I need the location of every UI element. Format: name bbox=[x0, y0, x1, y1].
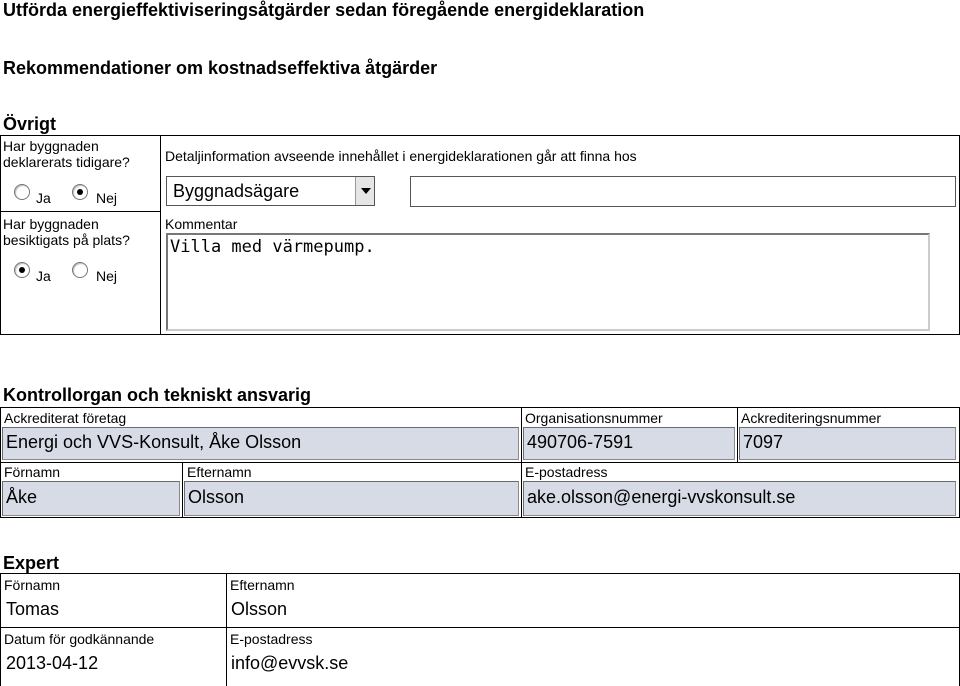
expert-lastname-value: Olsson bbox=[231, 599, 288, 619]
details-label: Detaljinformation avseende innehållet i energideklarationen går att finna hos bbox=[165, 148, 637, 164]
orgnr-value: 490706-7591 bbox=[527, 432, 634, 452]
comment-textarea[interactable]: Villa med värmepump. bbox=[166, 233, 930, 331]
question-inspected-on-site: Har byggnaden besiktigats på plats? bbox=[3, 216, 130, 248]
control-col-divider-1 bbox=[521, 407, 522, 518]
question-declared-before: Har byggnaden deklarerats tidigare? bbox=[3, 138, 130, 170]
radio-inspected-yes[interactable] bbox=[14, 262, 30, 278]
control-lastname-value: Olsson bbox=[188, 487, 245, 507]
expert-row-divider bbox=[0, 627, 960, 628]
expert-firstname-value: Tomas bbox=[6, 599, 60, 619]
approval-date-label: Datum för godkännande bbox=[4, 631, 155, 647]
radio-declared-no-label: Nej bbox=[96, 190, 118, 206]
control-col-divider-2 bbox=[737, 407, 738, 462]
heading-performed-measures: Utförda energieffektiviseringsåtgärder sedan föregående energideklaration bbox=[3, 0, 645, 20]
control-firstname-label: Förnamn bbox=[4, 464, 61, 480]
expert-section bbox=[0, 573, 960, 686]
approval-date-value: 2013-04-12 bbox=[6, 653, 99, 673]
details-select-value: Byggnadsägare bbox=[173, 181, 300, 201]
accreditation-number-value: 7097 bbox=[743, 432, 784, 452]
expert-col-divider bbox=[226, 573, 227, 686]
control-col-divider-3 bbox=[182, 462, 183, 518]
heading-recommendations: Rekommendationer om kostnadseffektiva åtgärder bbox=[3, 58, 438, 78]
radio-inspected-no[interactable] bbox=[72, 262, 88, 278]
control-firstname-value: Åke bbox=[6, 487, 38, 507]
control-row-divider bbox=[0, 462, 960, 463]
accreditation-number-label: Ackrediteringsnummer bbox=[741, 410, 882, 426]
expert-email-value: info@evvsk.se bbox=[231, 653, 349, 673]
company-label: Ackrediterat företag bbox=[4, 410, 127, 426]
control-email-label: E-postadress bbox=[525, 464, 608, 480]
details-extra-field[interactable] bbox=[410, 176, 956, 207]
expert-email-label: E-postadress bbox=[230, 631, 313, 647]
expert-lastname-label: Efternamn bbox=[230, 577, 295, 593]
control-email-value: ake.olsson@energi-vvskonsult.se bbox=[527, 487, 796, 507]
radio-inspected-no-label: Nej bbox=[96, 268, 118, 284]
heading-other: Övrigt bbox=[3, 114, 57, 134]
question-divider bbox=[0, 211, 160, 212]
chevron-down-icon[interactable] bbox=[355, 177, 375, 205]
control-lastname-label: Efternamn bbox=[187, 464, 252, 480]
expert-firstname-label: Förnamn bbox=[4, 577, 61, 593]
orgnr-label: Organisationsnummer bbox=[525, 410, 663, 426]
radio-inspected-yes-label: Ja bbox=[36, 268, 51, 284]
radio-declared-yes-label: Ja bbox=[36, 190, 51, 206]
details-select[interactable] bbox=[166, 176, 375, 206]
heading-control-body: Kontrollorgan och tekniskt ansvarig bbox=[3, 385, 312, 405]
radio-declared-yes[interactable] bbox=[14, 184, 30, 200]
other-divider bbox=[160, 135, 161, 335]
comment-label: Kommentar bbox=[165, 216, 238, 232]
radio-declared-no[interactable] bbox=[72, 184, 88, 200]
company-value: Energi och VVS-Konsult, Åke Olsson bbox=[6, 432, 302, 452]
heading-expert: Expert bbox=[3, 553, 60, 573]
